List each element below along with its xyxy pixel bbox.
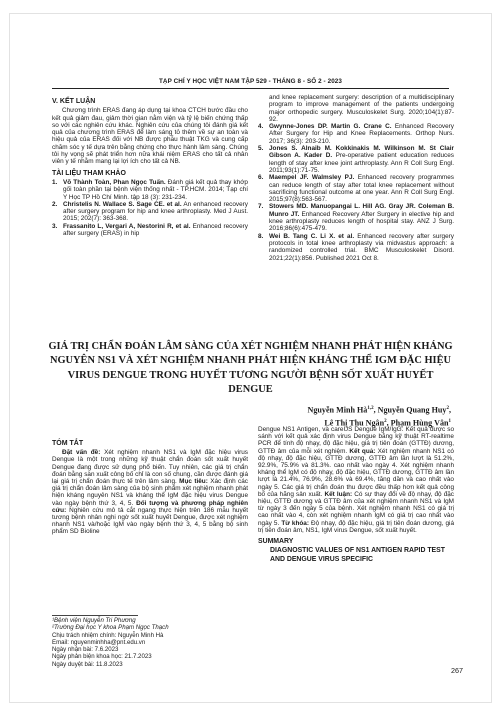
reference-authors: Maempel JF. Walmsley PJ. <box>269 174 355 182</box>
reference-number: 3. <box>52 222 58 230</box>
references-heading: TÀI LIỆU THAM KHẢO <box>52 169 126 177</box>
reference-number: 7. <box>258 203 264 211</box>
abstract-label: Mục tiêu: <box>179 478 208 486</box>
reference-details: Enhanced recovery after surgery protocols in total knee arthroplasty via midvastus approach: a randomized controlled trial. BMC Musculoskelet Disord. 2021;22(1):856. Published 2021 Oct 8. <box>269 232 454 262</box>
footnote-accepted: Ngày duyệt bài: 11.8.2023 <box>52 660 123 668</box>
reference-details: Enhanced recovery programmes can reduce length of stay after total knee replacement without sacrificing functional outcome at one year. Ann R Coll Surg Engl. 2015;97(8):563-567. <box>269 174 454 204</box>
journal-page <box>10 14 491 702</box>
reference-details: Enhanced Recovery After Surgery in elective hip and knee arthroplasty reduces length of hospital stay. ANZ J Surg. 2016;86(6):475-479. <box>269 210 454 233</box>
author-name: Phạm Hùng Vân <box>390 418 449 428</box>
reference-text <box>63 223 248 238</box>
author-affiliation: 2 <box>384 419 387 425</box>
footnote-reviewed: Ngày phản biện khoa học: 21.7.2023 <box>52 653 152 661</box>
reference-continuation <box>258 94 454 123</box>
reference-item <box>52 223 248 238</box>
reference-details: An enhanced recovery after surgery program for hip and knee arthroplasty. Med J Aust. 2015; 202(7): 363-368. <box>63 200 248 223</box>
reference-details: Pre-operative patient education reduces length of stay after knee joint arthroplasty. Ann R Coll Surg Engl. 2011;93(1):71-75. <box>269 152 454 174</box>
article-title: GIÁ TRỊ CHẨN ĐOÁN LÂM SÀNG CỦA XÉT NGHIỆM NHANH PHÁT HIỆN KHÁNG NGUYÊN NS1 VÀ XÉT NGHIỆM NHANH PHÁT HIỆN KHÁNG THỂ IGM ĐẶC HIỆU VIRUS DENGUE TRONG HUYẾT TƯƠNG NGƯỜI BỆNH SỐT XUẤT HUYẾT DENGUE <box>48 341 453 395</box>
reference-number: 1. <box>52 178 58 186</box>
abstract-text <box>258 426 454 534</box>
reference-text <box>63 179 248 201</box>
reference-item <box>52 179 248 201</box>
reference-text <box>63 201 248 223</box>
abstract-body: Dengue NS1 Antigen, và careUS Dengue IgM/IgG. Kết quả được so sánh với kết quả xác định virus Dengue bằng kỹ thuật RT-realtime PCR để tính độ nhạy, độ đặc hiệu, giá trị tiên đoán (GTTĐ) dương, GTTĐ âm của mỗi xét nghiệm. <box>258 426 454 455</box>
reference-item <box>52 201 248 223</box>
reference-details: Enhanced recovery after surgery (ERAS) in hip <box>63 222 248 238</box>
reference-item <box>258 233 454 262</box>
reference-authors: Gwynne-Jones DP. Martin G. Crane C. <box>269 123 392 131</box>
abstract-label: Đối tượng và phương pháp nghiên cứu: <box>52 499 248 514</box>
abstract-label: Từ khóa: <box>281 519 309 527</box>
reference-authors: Võ Thành Toàn, Phan Ngọc Tuấn. <box>63 178 166 186</box>
header-rule <box>52 88 449 89</box>
summary-heading: SUMMARY <box>258 538 294 546</box>
reference-text <box>269 174 454 203</box>
author-affiliation: 1 <box>448 419 451 425</box>
abstract-body: Xét nghiệm nhanh NS1 và IgM đặc hiệu virus Dengue là một trong những kỹ thuật chẩn đoán sốt xuất huyết Dengue đang được sử dụng phổ biến. Tuy nhiên, các giá trị chẩn đoán bằng sàn xuất công bố chỉ là con số chung, cần được đánh giá lại giá trị chẩn đoán thực tế trên lâm sàng. <box>52 449 248 486</box>
author-line-2: Lê Thị Thu Ngân$^2$, Phạm Hùng Vân$^1$ <box>324 418 451 428</box>
footnote-rule <box>52 615 138 616</box>
reference-authors: Jones S. Alnaib M. Kokkinakis M. Wilkinson M. St Clair Gibson A. Kader D. <box>269 145 454 160</box>
reference-details: and knee replacement surgery: description of a multidisciplinary program to improve management of the patients undergoing major orthopedic surgery. Musculoskelet Surg. 2020;104(1):87-92. <box>269 94 454 123</box>
reference-number: 6. <box>258 174 264 182</box>
reference-authors: Christelis N. Wallace S. Sage CE. et al. <box>63 200 182 208</box>
reference-number: 5. <box>258 145 264 153</box>
reference-item <box>258 123 454 145</box>
abstract-body: Độ nhạy, độ đặc hiệu, giá trị tiên đoán dương, giá trị tiên đoán âm, NS1, IgM virus Dengue, sốt xuất huyết. <box>258 519 454 534</box>
page-number: 267 <box>451 666 463 675</box>
reference-details: Đánh giá kết quả thay khớp gối toàn phần tại bệnh viện thống nhất - TP.HCM. 2014; Tạp chí Y Học TP Hồ Chí Minh. tập 18 (3): 231-234. <box>63 178 248 201</box>
abstract-column <box>52 440 248 536</box>
reference-authors: Wei B. Tang C. Li X. et al. <box>269 232 355 240</box>
abstract-body: Nghiên cứu mô tả cắt ngang thực hiện trên 186 mẫu huyết tương bệnh nhân nghi ngờ sốt xuất huyết Dengue, được xét nghiệm nhanh NS1 và/hoặc IgM vào ngày bệnh thứ 3, 4, 5 bằng bộ sinh phẩm SD Bioline <box>52 506 248 536</box>
right-column-top <box>258 94 454 262</box>
author-affiliation: 2 <box>446 406 449 411</box>
author-name: Nguyễn Quang Huy <box>377 405 447 415</box>
left-column-top <box>52 98 248 237</box>
reference-text <box>269 145 454 174</box>
abstract-text <box>52 449 248 535</box>
reference-item <box>258 174 454 203</box>
author-name: Nguyễn Minh Hà <box>307 405 368 415</box>
reference-number: 8. <box>258 232 264 240</box>
abstract-body: Xét nghiệm nhanh NS1 có độ nhạy, độ đặc hiệu, GTTĐ dương, GTTĐ âm lần lượt là 51.2%, 92.9%, 75.9% và 81.3%. cao nhất vào ngày 4. Xét nghiệm nhanh kháng thể IgM có độ nhạy, độ đặc hiệu, GTTĐ dương, GTTĐ âm lần lượt là 21.4%, 76.9%, 28.6% và 69.4%, tăng dần và cao nhất vào ngày 5. Các giá trị chẩn đoán thu được đều thấp hơn kết quả công bố của hãng sản xuất. <box>258 447 454 498</box>
running-header: TẠP CHÍ Y HỌC VIỆT NAM TẬP 529 - THÁNG 8 - SỐ 2 - 2023 <box>158 78 343 85</box>
reference-text <box>269 233 454 262</box>
reference-number: 2. <box>52 200 58 208</box>
author-affiliation: 1,2 <box>367 406 374 411</box>
footnote-corresponding: Chịu trách nhiệm chính: Nguyễn Minh Hà <box>52 631 164 639</box>
conclusion-heading: V. KẾT LUẬN <box>52 98 96 105</box>
author-line-1: Nguyễn Minh Hà$^{1,2}$, Nguyễn Quang Huy$^2$, <box>307 405 451 415</box>
footnote-received: Ngày nhận bài: 7.6.2023 <box>52 646 119 654</box>
reference-details: Enhanced Recovery After Surgery for Hip and Knee Replacements. Orthop Nurs. 2017; 36(3): 203-210. <box>269 123 454 145</box>
reference-item <box>258 145 454 174</box>
abstract-label: Kết luận: <box>324 490 353 498</box>
abstract-label: Đặt vấn đề: <box>62 449 101 457</box>
footnote-affiliation: ¹Bệnh viện Nguyễn Tri Phương <box>52 617 136 624</box>
author-name: Lê Thị Thu Ngân <box>324 418 385 428</box>
footnotes <box>52 617 252 668</box>
reference-item <box>258 203 454 232</box>
reference-text <box>269 123 454 145</box>
abstract-label: Kết quả: <box>349 447 376 455</box>
reference-number: 4. <box>258 123 264 131</box>
footnote-affiliation: ²Trường Đại học Y khoa Phạm Ngọc Thạch <box>52 624 169 632</box>
abstract-body: Có sự thay đổi về độ nhạy, độ đặc hiệu, GTTĐ dương và GTTĐ âm của xét nghiệm nhanh NS1 và IgM từ ngày 3 đến ngày 5 của bệnh. Xét nghiệm nhanh NS1 có giá trị cao nhất vào 4, còn xét nghiệm nhanh IgM có giá trị cao nhất vào ngày 5. <box>258 490 455 527</box>
reference-authors: Frassanito L, Vergari A, Nestorini R, et al. <box>63 222 191 230</box>
reference-authors: Stowers MD. Manuopangai L. Hill AG. Gray JR. Coleman B. Munro JT. <box>269 203 454 218</box>
abstract-heading: TÓM TẮT <box>52 440 84 447</box>
summary-title: DIAGNOSTIC VALUES OF NS1 ANTIGEN RAPID TEST AND DENGUE VIRUS SPECIFIC <box>270 547 445 563</box>
footnote-email: Email: nguyenminhha@pnt.edu.vn <box>52 638 146 646</box>
abstract-column-right <box>258 426 454 564</box>
reference-text <box>269 203 454 232</box>
conclusion-text: Chương trình ERAS đang áp dụng tại khoa CTCH bước đầu cho kết quả giảm đau, giảm thời gian nằm viện và tỷ lệ biến chứng thấp so với các nghiên cứu khác. Nghiên cứu của chúng tôi đánh giá kết quả của chương trình ERAS để làm sáng tỏ thêm về sự an toàn và hiệu quả của ERAS đối với NB được phẫu thuật TKG và cung cấp chăm sóc y tế dựa trên bằng chứng cho thực hành lâm sàng. Chúng tôi hy vọng sẽ phát triển hơn nữa khái niệm ERAS cho tất cả nhân viên y tế nhằm mang lại lợi ích cho tất cả NB. <box>52 107 248 166</box>
abstract-body: Xác định các giá trị chẩn đoán lâm sàng của bộ sinh phẩm xét nghiệm nhanh phát hiện kháng nguyên NS1 và kháng thể IgM đặc hiệu virus Dengue vào ngày bệnh thứ 3, 4, 5. <box>52 478 248 507</box>
